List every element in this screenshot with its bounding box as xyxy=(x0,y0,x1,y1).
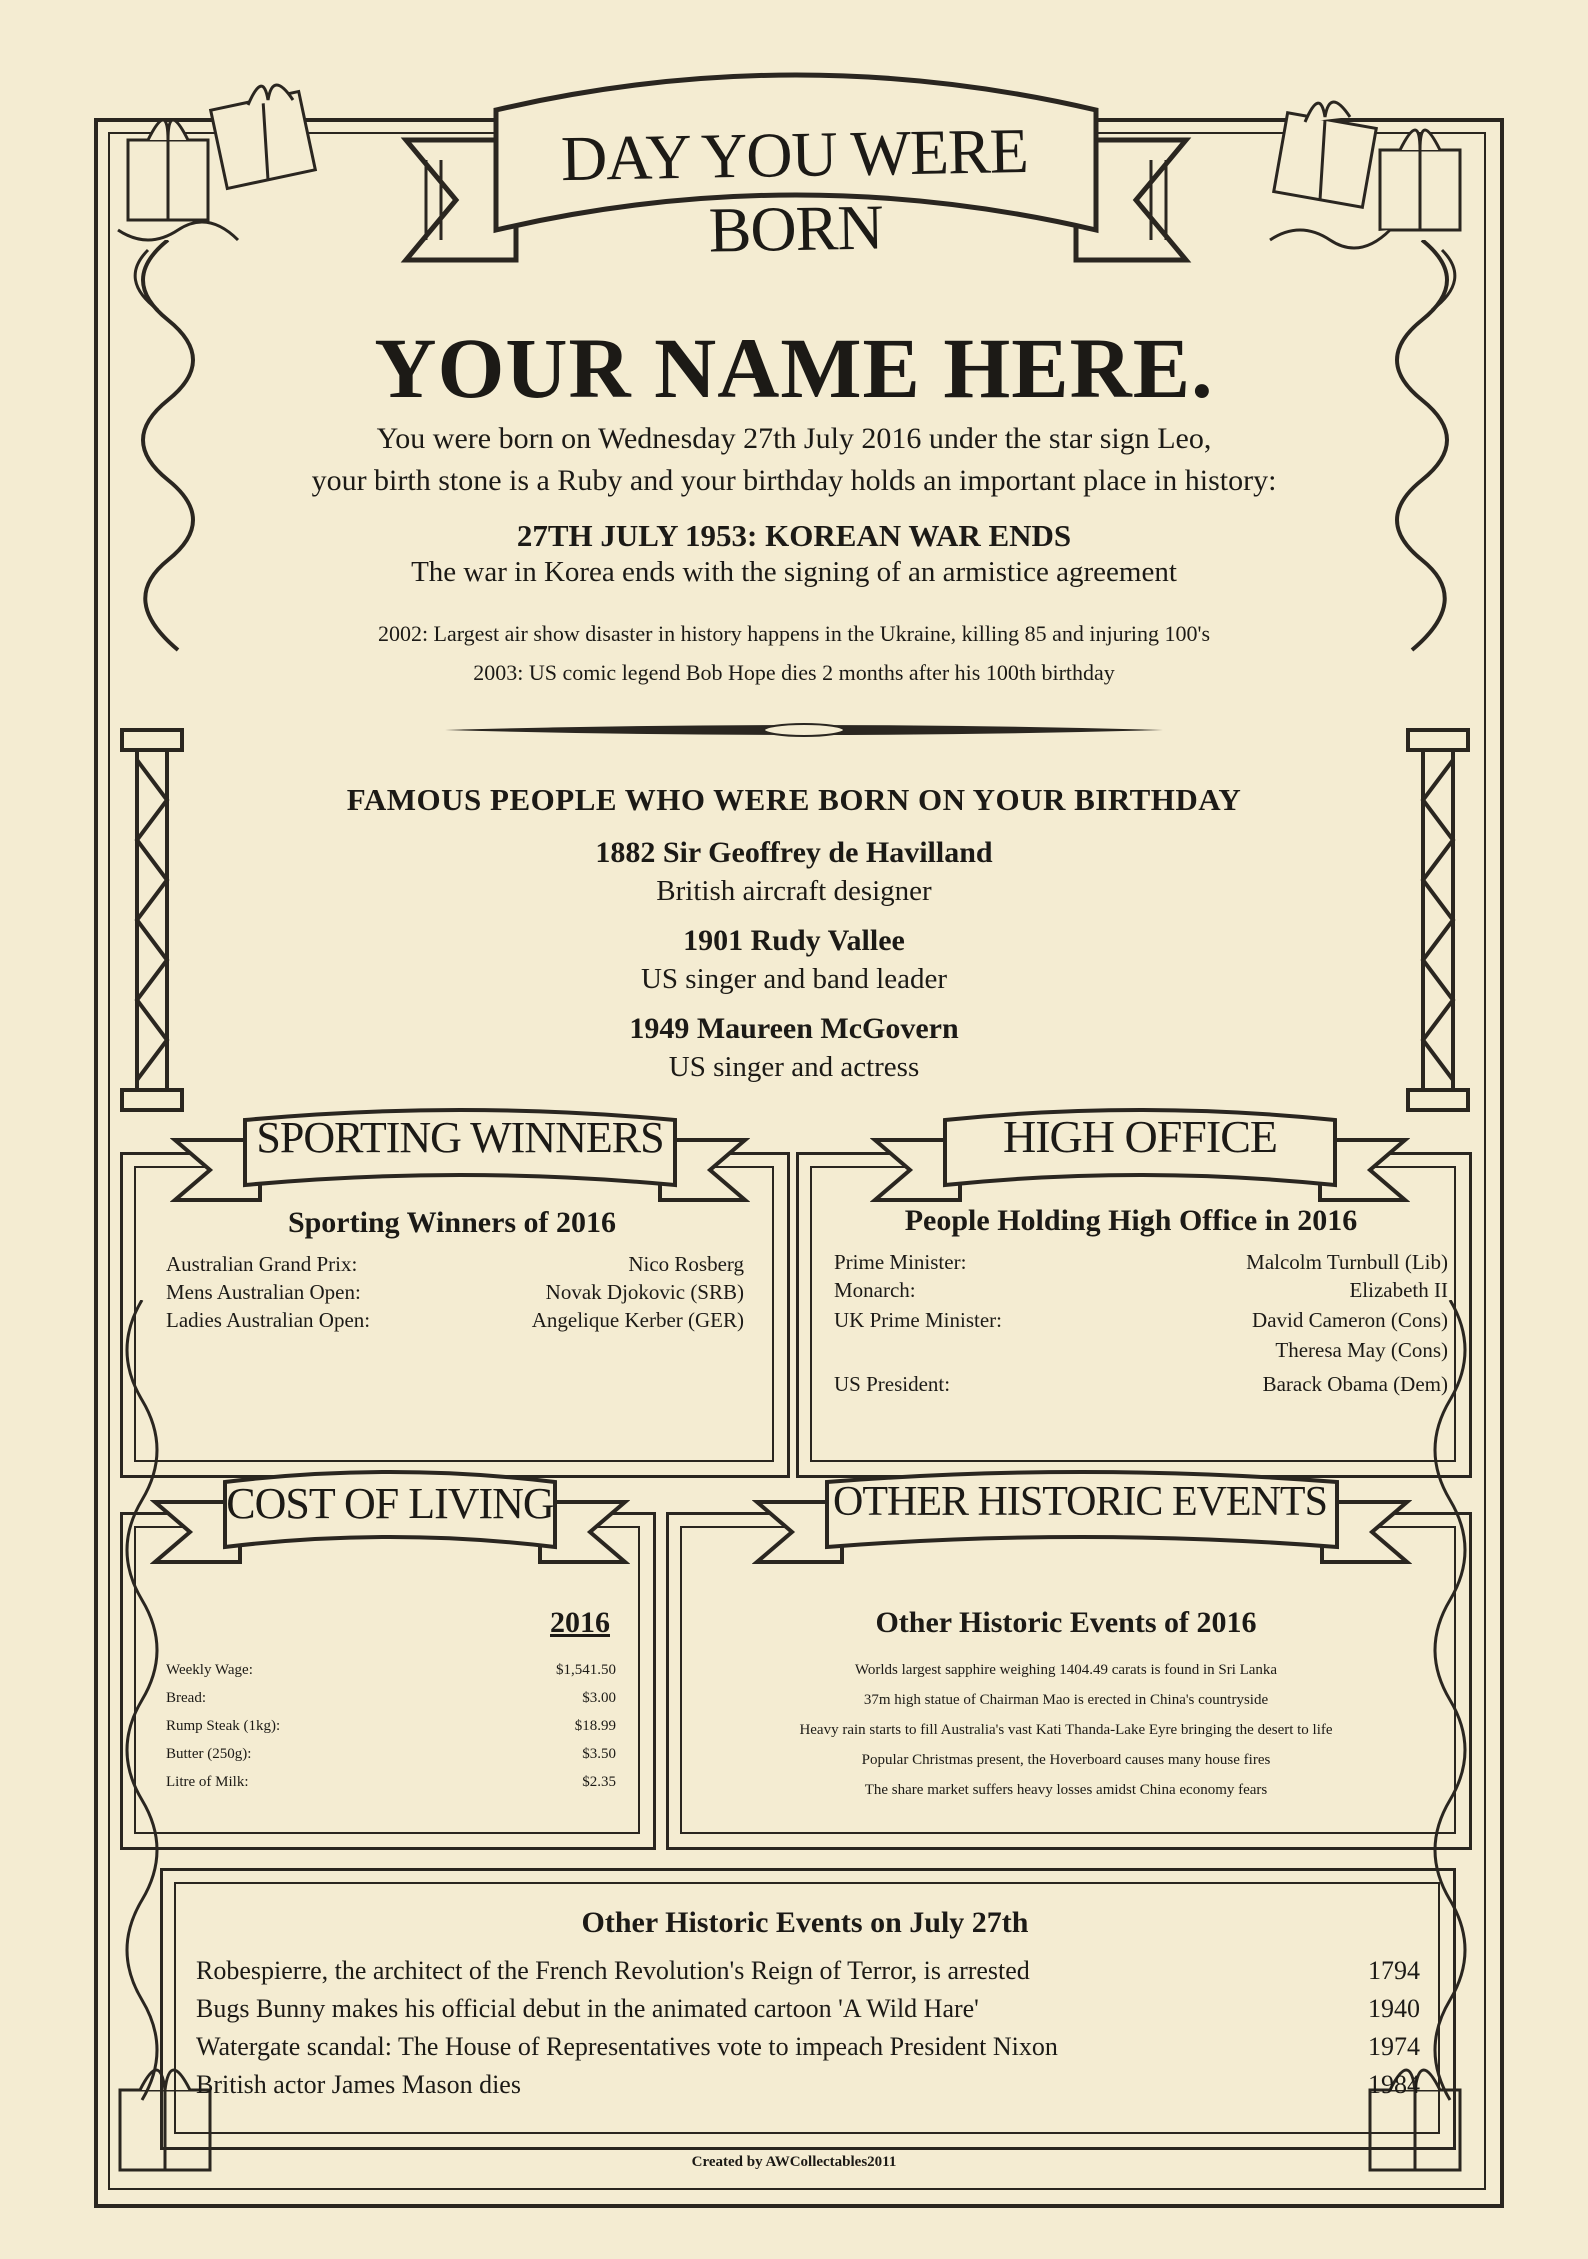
famous-heading: FAMOUS PEOPLE WHO WERE BORN ON YOUR BIRTHDAY xyxy=(346,782,1242,817)
footer-credit: Created by AWCollectables2011 xyxy=(691,2154,897,2170)
cost-value: $18.99 xyxy=(574,1718,616,1734)
office-label: Prime Minister: xyxy=(834,1250,967,1274)
july27-event: Watergate scandal: The House of Representatives vote to impeach President Nixon xyxy=(196,2032,1058,2061)
intro-text xyxy=(0,418,1588,502)
july27-event: British actor James Mason dies xyxy=(196,2070,521,2099)
cost-label: Bread: xyxy=(166,1690,206,1706)
famous-person xyxy=(0,1010,1588,1086)
famous-list xyxy=(0,834,1588,1098)
events-item: Worlds largest sapphire weighing 1404.49 carats is found in Sri Lanka xyxy=(854,1662,1278,1678)
events-item: Heavy rain starts to fill Australia's vast Kati Thanda-Lake Eyre bringing the desert to life xyxy=(799,1722,1333,1738)
cost-value: $2.35 xyxy=(582,1774,616,1790)
july27-event: Robespierre, the architect of the French Revolution's Reign of Terror, is arrested xyxy=(196,1956,1030,1985)
july27-year: 1794 xyxy=(1368,1956,1420,1985)
cost-label: Weekly Wage: xyxy=(166,1662,253,1678)
cost-label: Litre of Milk: xyxy=(166,1774,249,1790)
famous-person xyxy=(0,834,1588,910)
famous-desc: British aircraft designer xyxy=(656,875,932,907)
famous-desc: US singer and band leader xyxy=(640,963,947,995)
sporting-value: Novak Djokovic (SRB) xyxy=(545,1280,744,1304)
gift-box-icon xyxy=(108,60,338,260)
office-value: Barack Obama (Dem) xyxy=(1262,1372,1448,1396)
office-value: Elizabeth II xyxy=(1349,1278,1448,1302)
events-item: Popular Christmas present, the Hoverboard causes many house fires xyxy=(861,1752,1271,1768)
july27-year: 1984 xyxy=(1368,2070,1420,2099)
events-banner-text: OTHER HISTORIC EVENTS xyxy=(833,1479,1327,1525)
office-label: Monarch: xyxy=(834,1278,916,1302)
cost-label: Rump Steak (1kg): xyxy=(166,1718,281,1734)
july27-event: Bugs Bunny makes his official debut in the animated cartoon 'A Wild Hare' xyxy=(196,1994,979,2023)
sporting-title: Sporting Winners of 2016 xyxy=(287,1206,617,1239)
sporting-value: Nico Rosberg xyxy=(628,1252,744,1276)
intro-line-2: your birth stone is a Ruby and your birthday holds an important place in history: xyxy=(311,464,1277,497)
intro-line-1: You were born on Wednesday 27th July 2016 under the star sign Leo, xyxy=(376,422,1212,455)
minor-event: 2002: Largest air show disaster in history happens in the Ukraine, killing 85 and injuring 100's xyxy=(377,621,1211,646)
july27-title: Other Historic Events on July 27th xyxy=(581,1906,1029,1939)
sporting-banner-text: SPORTING WINNERS xyxy=(256,1113,664,1162)
sporting-label: Australian Grand Prix: xyxy=(166,1252,358,1276)
minor-event: 2003: US comic legend Bob Hope dies 2 months after his 100th birthday xyxy=(473,660,1115,685)
cost-value: $3.00 xyxy=(582,1690,616,1706)
office-value: Theresa May (Cons) xyxy=(1275,1338,1448,1362)
main-event-heading: 27TH JULY 1953: KOREAN WAR ENDS xyxy=(516,518,1072,553)
office-value: David Cameron (Cons) xyxy=(1252,1308,1448,1332)
famous-desc: US singer and actress xyxy=(668,1051,920,1083)
sporting-label: Mens Australian Open: xyxy=(166,1280,361,1304)
office-label: US President: xyxy=(834,1372,951,1396)
office-banner-text: HIGH OFFICE xyxy=(1003,1111,1277,1162)
famous-person xyxy=(0,922,1588,998)
office-value: Malcolm Turnbull (Lib) xyxy=(1246,1250,1448,1274)
banner-title: DAY YOU WERE BORN xyxy=(560,114,1029,266)
cost-label: Butter (250g): xyxy=(166,1746,252,1762)
sporting-label: Ladies Australian Open: xyxy=(166,1308,371,1332)
office-title: People Holding High Office in 2016 xyxy=(904,1204,1358,1237)
famous-name: 1949 Maureen McGovern xyxy=(629,1012,959,1045)
gift-box-icon xyxy=(1250,60,1480,260)
cost-year: 2016 xyxy=(550,1606,610,1639)
july27-year: 1974 xyxy=(1368,2032,1420,2061)
cost-value: $3.50 xyxy=(582,1746,616,1762)
events-title: Other Historic Events of 2016 xyxy=(875,1606,1257,1639)
july27-year: 1940 xyxy=(1368,1994,1420,2023)
cost-banner-text: COST OF LIVING xyxy=(226,1479,554,1528)
minor-events xyxy=(0,614,1588,692)
cost-value: $1,541.50 xyxy=(556,1662,616,1678)
main-event-description: The war in Korea ends with the signing of an armistice agreement xyxy=(411,556,1177,588)
sporting-value: Angelique Kerber (GER) xyxy=(531,1308,744,1332)
page-title: YOUR NAME HERE. xyxy=(374,320,1214,416)
famous-name: 1882 Sir Geoffrey de Havilland xyxy=(595,836,993,869)
ornamental-divider xyxy=(445,720,1163,740)
events-item: 37m high statue of Chairman Mao is erected in China's countryside xyxy=(863,1692,1269,1708)
office-label: UK Prime Minister: xyxy=(834,1308,1002,1332)
famous-name: 1901 Rudy Vallee xyxy=(683,924,905,957)
events-item: The share market suffers heavy losses amidst China economy fears xyxy=(864,1782,1268,1798)
